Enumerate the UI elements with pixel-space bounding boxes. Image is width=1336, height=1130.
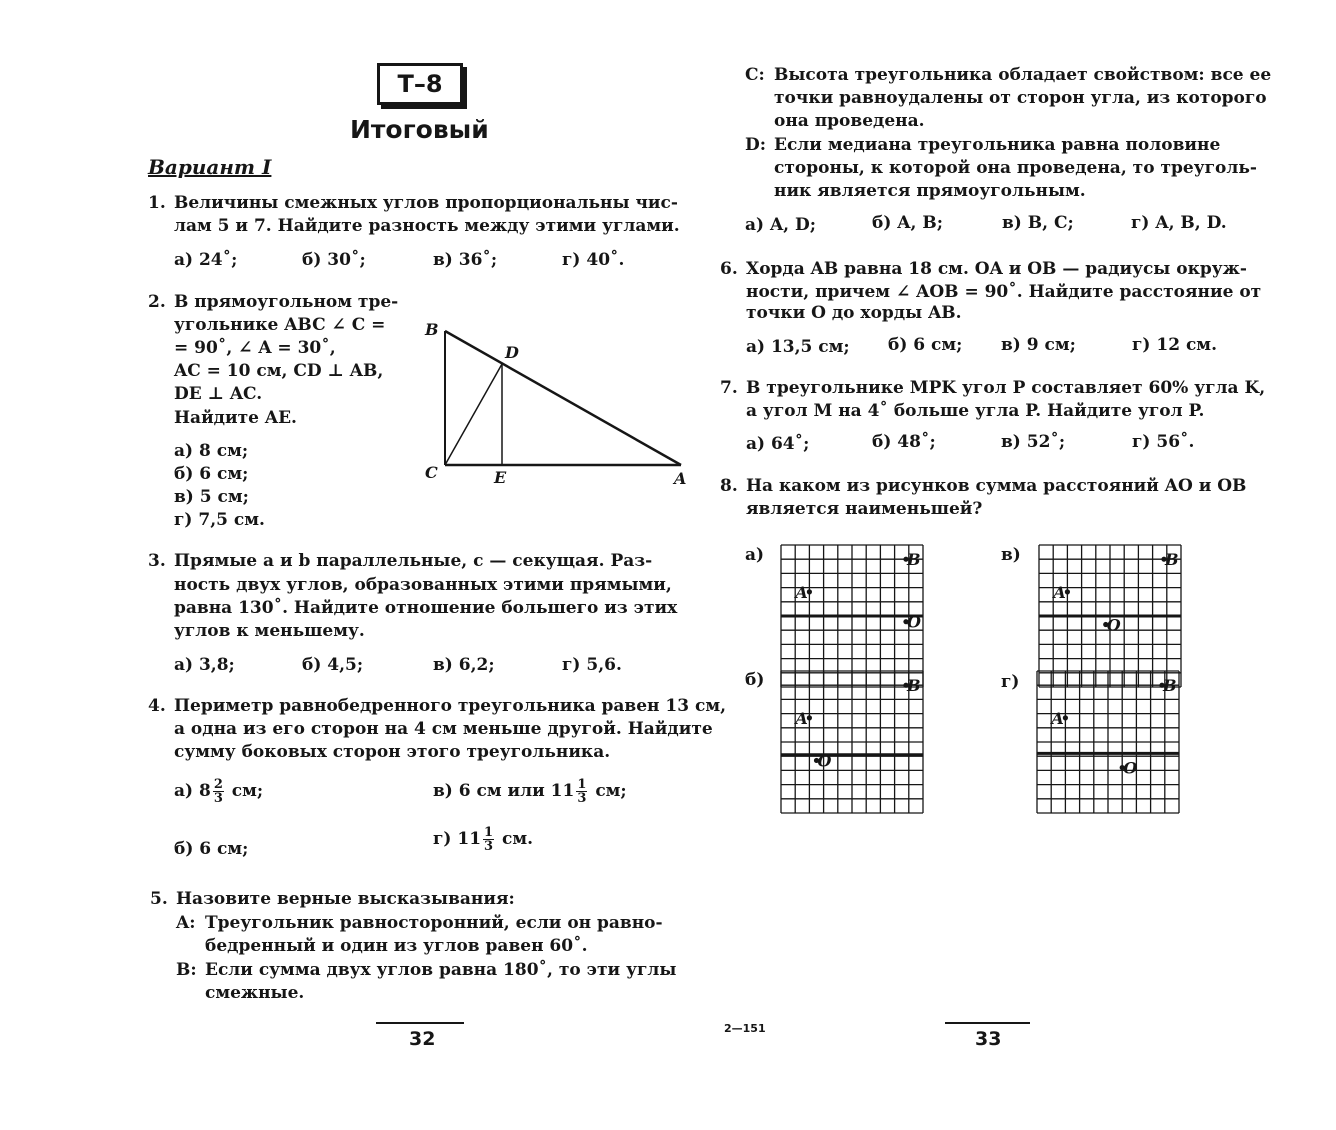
q6-answer-b: б) 6 см; [888, 335, 963, 355]
point-label-O: O [817, 751, 832, 771]
q1-answer-b: б) 30˚; [302, 250, 366, 270]
q5-C-line-1: Высота треугольника обладает свойством: все ее [774, 65, 1272, 85]
q5-B-line-1: Если сумма двух углов равна 180˚, то эти углы [205, 960, 677, 980]
point-label-O: O [1123, 758, 1138, 778]
q7-answer-b: б) 48˚; [872, 432, 936, 452]
page-heading: Итоговый [350, 115, 489, 144]
q5-title: Назовите верные высказывания: [176, 889, 515, 909]
q7-line-1: В треугольнике MPK угол P составляет 60% угла K, [746, 378, 1266, 398]
label-E: E [494, 468, 507, 487]
q5-answer-v: в) B, C; [1002, 213, 1074, 233]
point-label-A: A [795, 582, 808, 602]
q7-answer-a: а) 64˚; [746, 434, 810, 454]
point-label-A: A [1051, 708, 1064, 728]
q6-number: 6. [720, 259, 738, 279]
q8-line-1: На каком из рисунков сумма расстояний AO и OB [746, 476, 1247, 496]
q6-answer-a: а) 13,5 см; [746, 337, 850, 357]
q3-answer-b: б) 4,5; [302, 655, 364, 675]
q3-line-1: Прямые a и b параллельные, c — секущая. Раз- [174, 551, 653, 571]
q2-answer-b: б) 6 см; [174, 464, 249, 484]
q7-answer-v: в) 52˚; [1001, 432, 1066, 452]
point-label-A: A [795, 708, 808, 728]
q4-answer-b: б) 6 см; [174, 839, 249, 859]
label-C: C [425, 463, 438, 482]
grid-label-g: г) [1001, 672, 1020, 692]
q7-line-2: а угол M на 4˚ больше угла P. Найдите угол P. [746, 401, 1205, 421]
q3-answer-g: г) 5,6. [562, 655, 622, 675]
q2-line-1: В прямоугольном тре- [174, 292, 399, 312]
grid-g [1037, 671, 1179, 813]
q7-answer-g: г) 56˚. [1132, 432, 1195, 452]
q1-number: 1. [148, 193, 166, 213]
q4-number: 4. [148, 696, 166, 716]
q2-line-4: AC = 10 см, CD ⊥ AB, [174, 361, 384, 381]
q5-B-label: B: [176, 960, 197, 980]
q4-line-1: Периметр равнобедренного треугольника равен 13 см, [174, 696, 727, 716]
q2-line-6: Найдите AE. [174, 408, 297, 428]
q5-answer-a: а) A, D; [745, 215, 817, 235]
q2-line-3: = 90˚, ∠ A = 30˚, [174, 338, 336, 358]
q4-answer-a: а) 8 $\frac{2}{3}$ см; [174, 777, 264, 806]
grid-b [781, 671, 923, 813]
point-label-B: B [1164, 550, 1179, 570]
label-B: B [425, 320, 439, 339]
q3-answer-a: а) 3,8; [174, 655, 235, 675]
q2-line-2: угольнике ABC ∠ C = [174, 315, 386, 335]
q5-A-line-1: Треугольник равносторонний, если он равно- [205, 913, 663, 933]
q3-answer-v: в) 6,2; [433, 655, 495, 675]
q5-number: 5. [150, 889, 168, 909]
point-label-B: B [906, 550, 921, 570]
left-page-rule [376, 1022, 464, 1024]
q5-A-line-2: бедренный и один из углов равен 60˚. [205, 936, 588, 956]
grid-label-v: в) [1001, 545, 1021, 565]
q5-C-line-3: она проведена. [774, 111, 925, 131]
q5-D-line-1: Если медиана треугольника равна половине [774, 135, 1221, 155]
q6-line-3: точки O до хорды AB. [746, 303, 962, 323]
grid-label-a: а) [745, 545, 765, 565]
test-number-box: T–8 [377, 63, 463, 105]
label-A: A [674, 469, 687, 488]
q4-line-3: сумму боковых сторон этого треугольника. [174, 742, 611, 762]
q3-line-2: ность двух углов, образованных этими прямыми, [174, 575, 672, 595]
q2-line-5: DE ⊥ AC. [174, 384, 263, 404]
grid-v [1039, 545, 1181, 687]
right-page-rule [945, 1022, 1030, 1024]
q6-line-1: Хорда AB равна 18 см. OA и OB — радиусы окруж- [746, 259, 1247, 279]
q2-answer-v: в) 5 см; [174, 487, 249, 507]
label-D: D [505, 343, 519, 362]
q6-answer-v: в) 9 см; [1001, 335, 1076, 355]
q5-B-line-2: смежные. [205, 983, 305, 1003]
q5-D-line-3: ник является прямоугольным. [774, 181, 1086, 201]
q5-C-line-2: точки равноудалены от сторон угла, из которого [774, 88, 1267, 108]
q2-answer-g: г) 7,5 см. [174, 510, 265, 530]
print-code: 2—151 [724, 1022, 766, 1035]
q1-answer-g: г) 40˚. [562, 250, 625, 270]
variant-label: Вариант I [148, 155, 272, 179]
q1-answer-v: в) 36˚; [433, 250, 498, 270]
grid-a [781, 545, 923, 687]
q5-D-line-2: стороны, к которой она проведена, то треуголь- [774, 158, 1257, 178]
q1-line-1: Величины смежных углов пропорциональны чис- [174, 193, 678, 213]
q1-answer-a: а) 24˚; [174, 250, 238, 270]
q5-answer-b: б) A, B; [872, 213, 943, 233]
q2-answer-a: а) 8 см; [174, 441, 249, 461]
q6-answer-g: г) 12 см. [1132, 335, 1217, 355]
q3-line-4: углов к меньшему. [174, 621, 365, 641]
q7-number: 7. [720, 378, 738, 398]
point-label-O: O [1106, 615, 1121, 635]
point-label-B: B [1162, 676, 1177, 696]
left-page-number: 32 [409, 1028, 436, 1050]
q1-line-2: лам 5 и 7. Найдите разность между этими углами. [174, 216, 680, 236]
grid-label-b: б) [745, 670, 765, 690]
point-label-B: B [906, 676, 921, 696]
q4-answer-v: в) 6 см или 11 $\frac{1}{3}$ см; [433, 777, 627, 806]
q5-A-label: A: [176, 913, 196, 933]
q2-number: 2. [148, 292, 166, 312]
q4-answer-g: г) 11 $\frac{1}{3}$ см. [433, 825, 534, 854]
right-page-number: 33 [975, 1028, 1002, 1050]
point-label-O: O [906, 612, 921, 632]
q5-C-label: C: [745, 65, 765, 85]
q3-line-3: равна 130˚. Найдите отношение большего из этих [174, 598, 678, 618]
q5-D-label: D: [745, 135, 767, 155]
q5-answer-g: г) A, B, D. [1131, 213, 1227, 233]
point-label-A: A [1053, 582, 1066, 602]
q6-line-2: ности, причем ∠ AOB = 90˚. Найдите расстояние от [746, 282, 1262, 302]
q4-line-2: а одна из его сторон на 4 см меньше другой. Найдите [174, 719, 713, 739]
q3-number: 3. [148, 551, 166, 571]
q8-number: 8. [720, 476, 738, 496]
q8-line-2: является наименьшей? [746, 499, 983, 519]
